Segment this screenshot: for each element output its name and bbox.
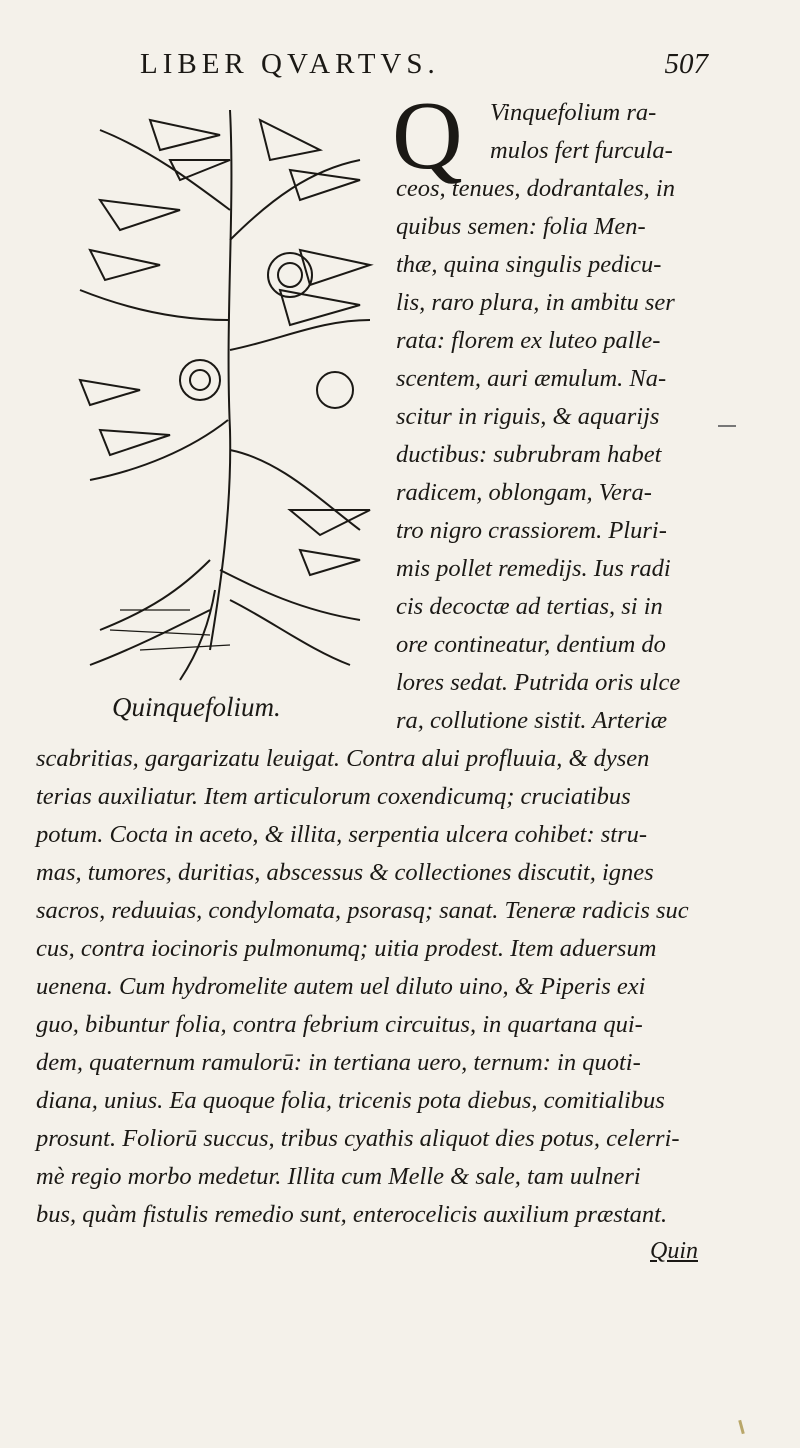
margin-mark — [718, 425, 736, 427]
text-line: guo, bibuntur folia, contra febrium circuitus, in quartana qui- — [36, 1011, 643, 1038]
text-line: dem, quaternum ramulorū: in tertiana uero, ternum: in quoti- — [36, 1049, 641, 1076]
text-line: prosunt. Foliorū succus, tribus cyathis aliquot dies potus, celerri- — [36, 1125, 680, 1152]
page-number: 507 — [664, 48, 708, 80]
figure-caption: Quinquefolium. — [112, 692, 281, 722]
quinquefolium-woodcut-illustration — [60, 90, 390, 690]
text-line: bus, quàm fistulis remedio sunt, enterocelicis auxilium præstant. — [36, 1201, 668, 1228]
text-line: mas, tumores, duritias, abscessus & collectiones discutit, ignes — [36, 859, 654, 886]
text-line: quibus semen: folia Men- — [396, 213, 646, 240]
text-line: scabritias, gargarizatu leuigat. Contra alui profluuia, & dysen — [36, 745, 650, 772]
text-line: scitur in riguis, & aquarijs — [396, 403, 660, 430]
text-line: potum. Cocta in aceto, & illita, serpentia ulcera cohibet: stru- — [36, 821, 648, 848]
ink-spot — [738, 1420, 745, 1434]
text-line: scentem, auri æmulum. Na- — [396, 365, 667, 392]
text-line: ceos, tenues, dodrantales, in — [396, 175, 675, 202]
text-line: lis, raro plura, in ambitu ser — [396, 289, 675, 316]
text-line: cis decoctæ ad tertias, si in — [396, 593, 663, 620]
text-line: Vinquefolium ra- — [490, 99, 657, 126]
drop-cap-initial: Q — [392, 82, 463, 190]
text-line: sacros, reduuias, condylomata, psorasq; sanat. Teneræ radicis suc — [36, 897, 689, 924]
text-line: mulos fert furcula- — [490, 137, 673, 164]
text-line: uenena. Cum hydromelite autem uel diluto uino, & Piperis exi — [36, 973, 646, 1000]
text-line: ductibus: subrubram habet — [396, 441, 662, 468]
text-line: radicem, oblongam, Vera- — [396, 479, 652, 506]
catchword: Quin — [650, 1238, 698, 1264]
text-line: mè regio morbo medetur. Illita cum Melle & sale, tam uulneri — [36, 1163, 641, 1190]
text-line: mis pollet remedijs. Ius radi — [396, 555, 671, 582]
text-line: terias auxiliatur. Item articulorum coxendicumq; cruciatibus — [36, 783, 631, 810]
text-line: ra, collutione sistit. Arteriæ — [396, 707, 668, 734]
text-line: diana, unius. Ea quoque folia, tricenis pota diebus, comitialibus — [36, 1087, 665, 1114]
text-line: lores sedat. Putrida oris ulce — [396, 669, 681, 696]
text-line: rata: florem ex luteo palle- — [396, 327, 661, 354]
text-line: cus, contra iocinoris pulmonumq; uitia prodest. Item aduersum — [36, 935, 657, 962]
text-line: tro nigro crassiorem. Pluri- — [396, 517, 667, 544]
text-line: thæ, quina singulis pedicu- — [396, 251, 662, 278]
running-head-title: LIBER QVARTVS. — [140, 48, 440, 80]
text-line: ore contineatur, dentium do — [396, 631, 666, 658]
